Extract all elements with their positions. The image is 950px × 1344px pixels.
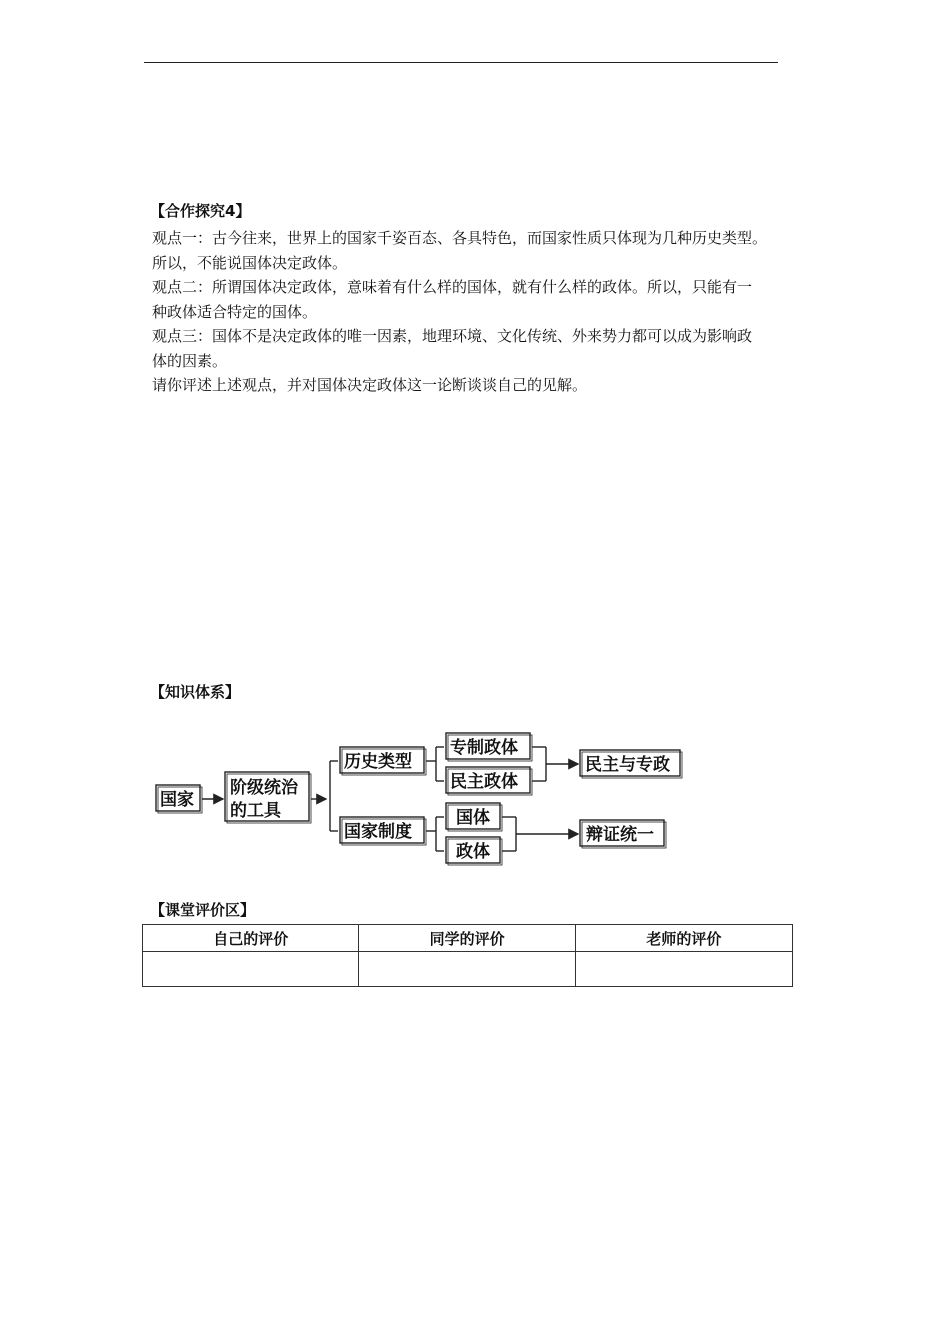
node-democratic: 民主政体 xyxy=(450,772,518,792)
node-tool-line1: 阶级统治 xyxy=(230,778,298,798)
inquiry-line: 观点三：国体不是决定政体的唯一因素，地理环境、文化传统、外来势力都可以成为影响政 xyxy=(152,327,753,345)
header-self-evaluation: 自己的评价 xyxy=(143,925,359,952)
inquiry-line: 体的因素。 xyxy=(152,351,228,370)
node-state-nature: 国体 xyxy=(456,808,490,828)
section-title-classroom-evaluation: 【课堂评价区】 xyxy=(150,901,256,919)
table-header-row xyxy=(143,925,793,952)
inquiry-line: 观点一：古今往来，世界上的国家千姿百态、各具特色，而国家性质只体现为几种历史类型。 xyxy=(152,229,768,247)
inquiry-line: 观点二：所谓国体决定政体，意味着有什么样的国体，就有什么样的政体。所以，只能有一 xyxy=(152,278,753,296)
inquiry-line: 请你评述上述观点，并对国体决定政体这一论断谈谈自己的见解。 xyxy=(152,376,588,394)
section-title-knowledge-system: 【知识体系】 xyxy=(150,683,241,701)
table-row xyxy=(143,952,793,987)
node-state-system: 国家制度 xyxy=(344,822,412,842)
evaluation-table xyxy=(142,924,793,987)
node-tool-line2: 的工具 xyxy=(230,801,281,821)
node-democracy-dictatorship: 民主与专政 xyxy=(585,755,670,775)
node-dialectical-unity: 辩证统一 xyxy=(586,825,654,845)
section-title-cooperative-inquiry: 【合作探究4】 xyxy=(150,202,251,220)
knowledge-diagram xyxy=(150,725,690,870)
node-state: 国家 xyxy=(160,790,194,810)
inquiry-line: 所以，不能说国体决定政体。 xyxy=(152,253,348,272)
header-peer-evaluation: 同学的评价 xyxy=(359,925,575,952)
teacher-evaluation-cell[interactable] xyxy=(575,952,792,987)
node-historical-type: 历史类型 xyxy=(344,752,412,772)
header-teacher-evaluation: 老师的评价 xyxy=(575,925,792,952)
node-government-form: 政体 xyxy=(456,842,490,862)
self-evaluation-cell[interactable] xyxy=(143,952,359,987)
inquiry-text xyxy=(152,226,812,398)
header-rule xyxy=(144,62,778,63)
inquiry-line: 种政体适合特定的国体。 xyxy=(152,302,318,321)
node-autocratic: 专制政体 xyxy=(450,738,518,758)
peer-evaluation-cell[interactable] xyxy=(359,952,575,987)
